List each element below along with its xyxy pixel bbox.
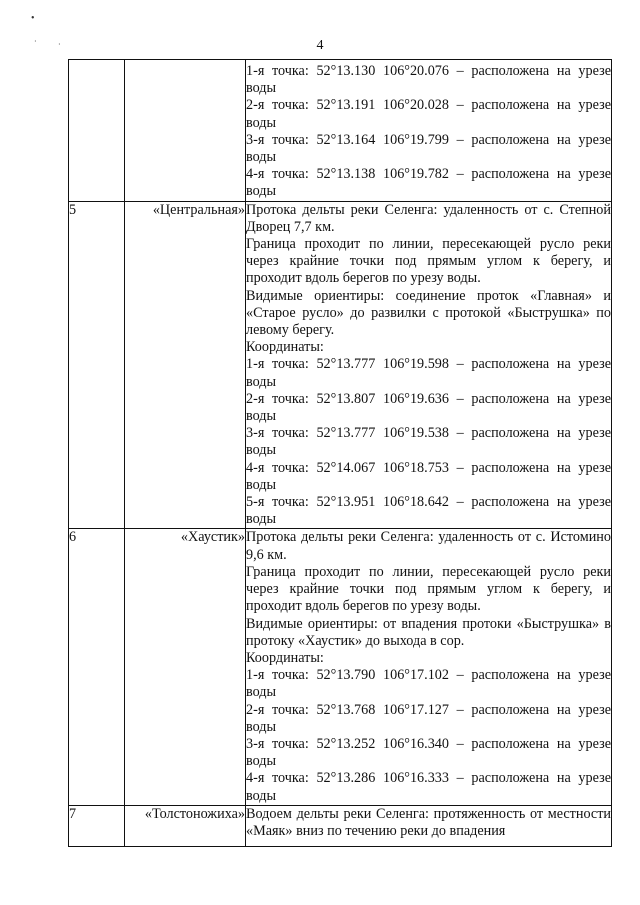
paragraph: 2-я точка: 52°13.191 106°20.028 – расположена на урезе воды xyxy=(246,97,611,131)
paragraph: 4-я точка: 52°14.067 106°18.753 – расположена на урезе воды xyxy=(246,459,611,493)
paragraph: 3-я точка: 52°13.252 106°16.340 – расположена на урезе воды xyxy=(246,735,611,770)
row-description xyxy=(246,201,612,529)
row-description xyxy=(246,805,612,846)
row-name: «Толстоножиха» xyxy=(125,805,246,846)
row-number: 7 xyxy=(69,805,125,846)
paragraph: Видимые ориентиры: от впадения протоки «Быструшка» в протоку «Хаустик» до выхода в сор. xyxy=(246,615,611,649)
paragraph: 5-я точка: 52°13.951 106°18.642 – расположена на урезе воды xyxy=(246,494,611,528)
scan-speck: · xyxy=(58,40,61,49)
paragraph: 1-я точка: 52°13.130 106°20.076 – расположена на урезе воды xyxy=(246,63,611,97)
paragraph: 1-я точка: 52°13.777 106°19.598 – расположена на урезе воды xyxy=(246,356,611,390)
zones-table xyxy=(68,59,612,847)
paragraph: 3-я точка: 52°13.777 106°19.538 – расположена на урезе воды xyxy=(246,425,611,459)
paragraph: Координаты: xyxy=(246,649,324,666)
row-description xyxy=(246,60,612,202)
page-number: 4 xyxy=(316,38,324,53)
table-row xyxy=(69,60,612,202)
paragraph: 3-я точка: 52°13.164 106°19.799 – расположена на урезе воды xyxy=(246,131,611,166)
paragraph: Протока дельты реки Селенга: удаленность от с. Истомино 9,6 км. xyxy=(246,529,611,563)
paragraph: Координаты: xyxy=(246,339,324,356)
table-row xyxy=(69,805,612,846)
paragraph: 2-я точка: 52°13.807 106°19.636 – расположена на урезе воды xyxy=(246,390,611,425)
paragraph: 1-я точка: 52°13.790 106°17.102 – расположена на урезе воды xyxy=(246,667,611,701)
row-description xyxy=(246,529,612,805)
paragraph: Водоем дельты реки Селенга: протяженность от местности «Маяк» вниз по течению реки до впадения xyxy=(246,805,611,839)
paragraph: 4-я точка: 52°13.286 106°16.333 – расположена на урезе воды xyxy=(246,770,611,804)
scan-speck: · xyxy=(34,37,37,46)
row-number: 6 xyxy=(69,529,125,805)
paragraph: Протока дельты реки Селенга: удаленность от с. Степной Дворец 7,7 км. xyxy=(246,201,611,235)
row-number: 5 xyxy=(69,201,125,529)
paragraph: Граница проходит по линии, пересекающей русло реки через крайние точки под прямым углом к берегу, и проходит вдоль берегов по урезу воды. xyxy=(246,563,611,615)
scan-speck: • xyxy=(31,13,35,24)
paragraph: Видимые ориентиры: соединение проток «Главная» и «Старое русло» до развилки с протокой «Быструшка» по левому берегу. xyxy=(246,287,611,339)
paragraph: 2-я точка: 52°13.768 106°17.127 – расположена на урезе воды xyxy=(246,701,611,735)
table-row xyxy=(69,201,612,529)
row-name xyxy=(125,60,246,202)
row-name: «Центральная» xyxy=(125,201,246,529)
paragraph: 4-я точка: 52°13.138 106°19.782 – расположена на урезе воды xyxy=(246,166,611,200)
table-row xyxy=(69,529,612,805)
row-name: «Хаустик» xyxy=(125,529,246,805)
paragraph: Граница проходит по линии, пересекающей русло реки через крайние точки под прямым углом к берегу, и проходит вдоль берегов по урезу воды. xyxy=(246,236,611,287)
row-number xyxy=(69,60,125,202)
